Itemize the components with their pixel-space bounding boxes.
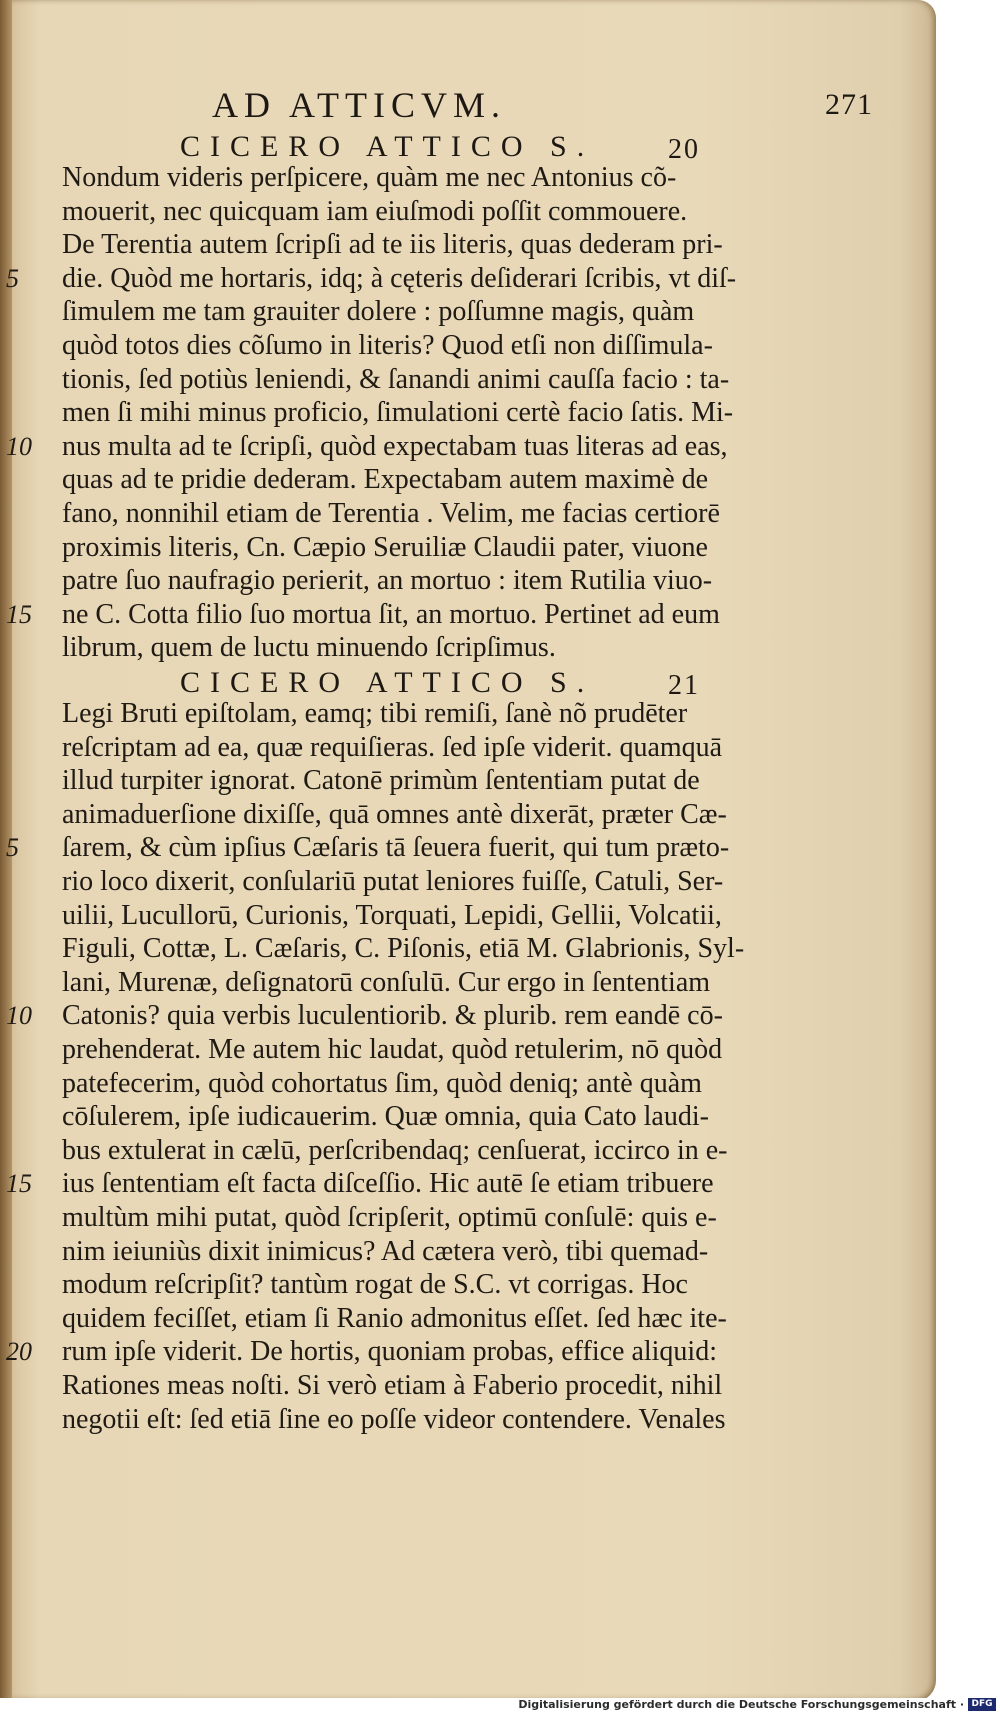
line-text: nus multa ad te ſcripſi, quòd expectabam tuas literas ad eas, xyxy=(62,430,728,462)
line-number: 5 xyxy=(6,263,19,293)
line-text: tionis, ſed potiùs leniendi, & ſanandi animi cauſſa facio : ta- xyxy=(62,363,730,395)
line-text: proximis literis, Cn. Cæpio Seruiliæ Claudii pater, viuone xyxy=(62,531,708,563)
line-text: De Terentia autem ſcripſi ad te iis literis, quas dederam pri- xyxy=(62,229,723,261)
digitization-footer xyxy=(0,1698,1000,1713)
line-text: nim ieiuniùs dixit inimicus? Ad cætera verò, tibi quemad- xyxy=(62,1235,709,1267)
running-title: AD ATTICVM. xyxy=(212,85,507,125)
line-text: quidem feciſſet, etiam ſi Ranio admonitus eſſet. ſed hæc ite- xyxy=(62,1302,727,1334)
line-text: fano, nonnihil etiam de Terentia . Velim, me facias certiorē xyxy=(62,498,720,529)
letter-salutation: CICERO ATTICO S. xyxy=(180,130,595,163)
line-number: 15 xyxy=(6,1169,32,1199)
line-text: patre ſuo naufragio perierit, an mortuo : item Rutilia viuo- xyxy=(62,565,713,597)
line-text: negotii eſt: ſed etiā ſine eo poſſe videor contendere. Venales xyxy=(62,1403,726,1435)
line-text: ius ſententiam eſt facta diſceſſio. Hic autē ſe etiam tribuere xyxy=(62,1168,714,1200)
line-text: cōſulerem, ipſe iudicauerim. Quæ omnia, quia Cato laudi- xyxy=(62,1101,709,1133)
line-text: men ſi mihi minus proficio, ſimulationi certè facio ſatis. Mi- xyxy=(62,397,734,429)
page-number: 271 xyxy=(825,88,873,121)
line-text: reſcriptam ad ea, quæ requiſieras. ſed ipſe viderit. quamquā xyxy=(62,731,723,763)
line-text: Rationes meas noſti. Si verò etiam à Faberio procedit, nihil xyxy=(62,1370,723,1401)
line-text: Catonis? quia verbis luculentiorib. & plurib. rem eandē cō- xyxy=(62,1000,723,1032)
letter-number: 20 xyxy=(668,134,700,165)
line-text: modum reſcripſit? tantùm rogat de S.C. vt corrigas. Hoc xyxy=(62,1269,688,1301)
line-text: rum ipſe viderit. De hortis, quoniam probas, effice aliquid: xyxy=(62,1336,717,1368)
line-text: rio loco dixerit, conſulariū putat leniores fuiſſe, Catuli, Ser- xyxy=(62,866,724,897)
line-text: prehenderat. Me autem hic laudat, quòd retulerim, nō quòd xyxy=(62,1034,723,1065)
line-text: patefecerim, quòd cohortatus ſim, quòd deniq; antè quàm xyxy=(62,1067,702,1099)
line-text: illud turpiter ignorat. Catonē primùm ſententiam putat de xyxy=(62,765,700,797)
line-text: ne C. Cotta filio ſuo mortua ſit, an mortuo. Pertinet ad eum xyxy=(62,598,720,630)
line-text: multùm mihi putat, quòd ſcripſerit, optimū conſulē: quis e- xyxy=(62,1202,717,1233)
line-text: Legi Bruti epiſtolam, eamq; tibi remiſi, ſanè nõ prudēter xyxy=(62,698,688,729)
line-text: ſimulem me tam grauiter dolere : poſſumne magis, quàm xyxy=(62,296,695,328)
line-text: bus extulerat in cælū, perſcribendaq; cenſuerat, iccirco in e- xyxy=(62,1134,728,1166)
line-text: quas ad te pridie dederam. Expectabam autem maximè de xyxy=(62,464,709,496)
line-text: uilii, Lucullorū, Curionis, Torquati, Lepidi, Gellii, Volcatii, xyxy=(62,899,722,931)
line-text: lani, Murenæ, deſignatorū conſulū. Cur ergo in ſententiam xyxy=(62,966,711,998)
line-text: die. Quòd me hortaris, idq; à cęteris deſiderari ſcribis, vt diſ- xyxy=(62,262,737,294)
line-text: Nondum videris perſpicere, quàm me nec Antonius cõ- xyxy=(62,162,677,193)
line-number: 20 xyxy=(6,1337,32,1367)
line-number: 15 xyxy=(6,599,32,629)
line-number: 10 xyxy=(6,1001,32,1031)
letter-number: 21 xyxy=(668,670,700,701)
line-text: librum, quem de luctu minuendo ſcripſimus. xyxy=(62,632,556,664)
line-text: mouerit, nec quicquam iam eiuſmodi poſſit commouere. xyxy=(62,195,688,227)
page-header xyxy=(0,84,936,134)
line-text: quòd totos dies cõſumo in literis? Quod etſi non diſſimula- xyxy=(62,330,713,361)
line-number: 5 xyxy=(6,833,19,863)
line-number: 10 xyxy=(6,431,32,461)
line-text: Figuli, Cottæ, L. Cæſaris, C. Piſonis, etiā M. Glabrionis, Syl- xyxy=(62,933,745,965)
dfg-logo: DFG xyxy=(968,1698,996,1711)
footer-credit: Digitalisierung gefördert durch die Deutsche Forschungsgemeinschaft · xyxy=(518,1698,964,1711)
line-text: animaduerſione dixiſſe, quā omnes antè dixerāt, præter Cæ- xyxy=(62,798,727,830)
letter-salutation: CICERO ATTICO S. xyxy=(180,666,595,699)
line-text: ſarem, & cùm ipſius Cæſaris tā ſeuera fuerit, qui tum præto- xyxy=(62,832,730,864)
